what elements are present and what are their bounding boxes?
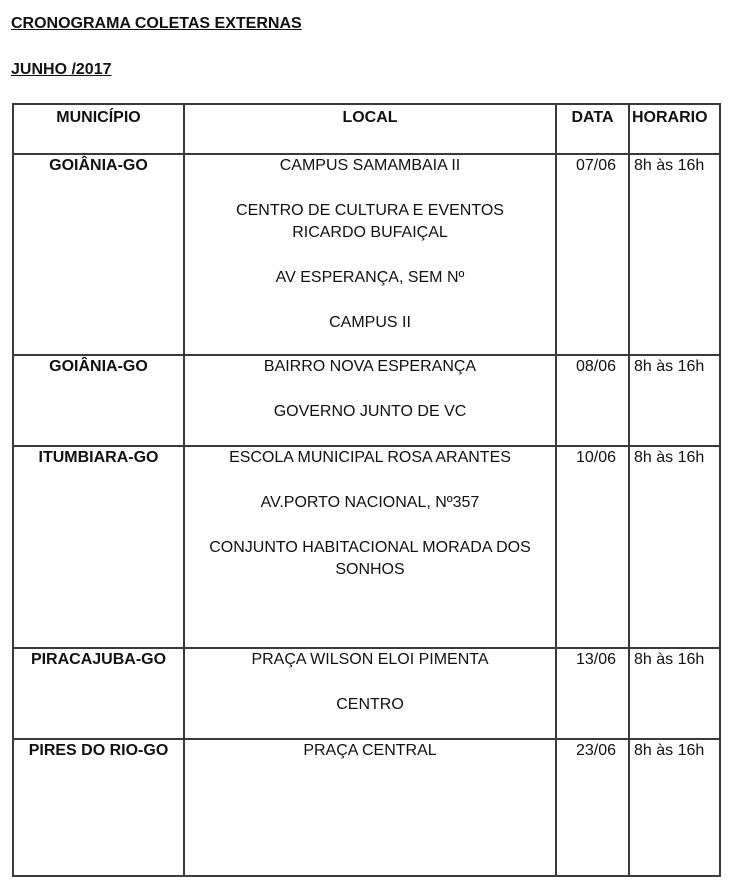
local-line: GOVERNO JUNTO DE VC — [273, 403, 467, 420]
header-municipio: MUNICÍPIO — [13, 104, 184, 154]
header-local: LOCAL — [184, 104, 556, 154]
document-subtitle: JUNHO /2017 — [11, 61, 112, 78]
cell-data: 13/06 — [556, 648, 629, 739]
local-line: RICARDO BUFAIÇAL — [292, 224, 448, 241]
local-line: PRAÇA WILSON ELOI PIMENTA — [251, 651, 489, 668]
line-gap — [185, 289, 555, 312]
cell-local — [184, 355, 556, 446]
schedule-table — [12, 103, 721, 877]
cell-data: 10/06 — [556, 446, 629, 648]
cell-local — [184, 648, 556, 739]
cell-horario: 8h às 16h — [629, 446, 720, 648]
local-line: BAIRRO NOVA ESPERANÇA — [263, 358, 477, 375]
table-row — [13, 739, 720, 876]
cell-municipio: GOIÂNIA-GO — [13, 154, 184, 355]
local-line: AV.PORTO NACIONAL, Nº357 — [260, 494, 480, 511]
cell-local — [184, 739, 556, 876]
line-gap — [185, 244, 555, 267]
local-line: CAMPUS SAMAMBAIA II — [279, 157, 461, 174]
cell-municipio: PIRES DO RIO-GO — [13, 739, 184, 876]
line-gap — [185, 469, 555, 492]
cell-data: 07/06 — [556, 154, 629, 355]
local-line: ESCOLA MUNICIPAL ROSA ARANTES — [229, 449, 511, 466]
table-row — [13, 648, 720, 739]
cell-data: 23/06 — [556, 739, 629, 876]
local-line: AV ESPERANÇA, SEM Nº — [275, 269, 465, 286]
table-header-row — [13, 104, 720, 154]
cell-municipio: PIRACAJUBA-GO — [13, 648, 184, 739]
table-row — [13, 154, 720, 355]
line-gap — [185, 378, 555, 401]
cell-horario: 8h às 16h — [629, 739, 720, 876]
local-line: CENTRO DE CULTURA E EVENTOS — [236, 202, 504, 219]
line-gap — [185, 671, 555, 694]
cell-local — [184, 154, 556, 355]
cell-data: 08/06 — [556, 355, 629, 446]
local-line: PRAÇA CENTRAL — [303, 742, 437, 759]
cell-municipio: ITUMBIARA-GO — [13, 446, 184, 648]
local-line: CAMPUS II — [329, 314, 411, 331]
cell-municipio: GOIÂNIA-GO — [13, 355, 184, 446]
header-horario: HORARIO — [629, 104, 720, 154]
cell-local — [184, 446, 556, 648]
table-row — [13, 355, 720, 446]
local-line: CONJUNTO HABITACIONAL MORADA DOS — [209, 539, 531, 556]
line-gap — [185, 514, 555, 537]
cell-horario: 8h às 16h — [629, 154, 720, 355]
line-gap — [185, 177, 555, 200]
local-line: CENTRO — [336, 696, 404, 713]
table-row — [13, 446, 720, 648]
cell-horario: 8h às 16h — [629, 355, 720, 446]
document-title: CRONOGRAMA COLETAS EXTERNAS — [11, 15, 302, 32]
header-data: DATA — [556, 104, 629, 154]
local-line: SONHOS — [335, 561, 405, 578]
cell-horario: 8h às 16h — [629, 648, 720, 739]
